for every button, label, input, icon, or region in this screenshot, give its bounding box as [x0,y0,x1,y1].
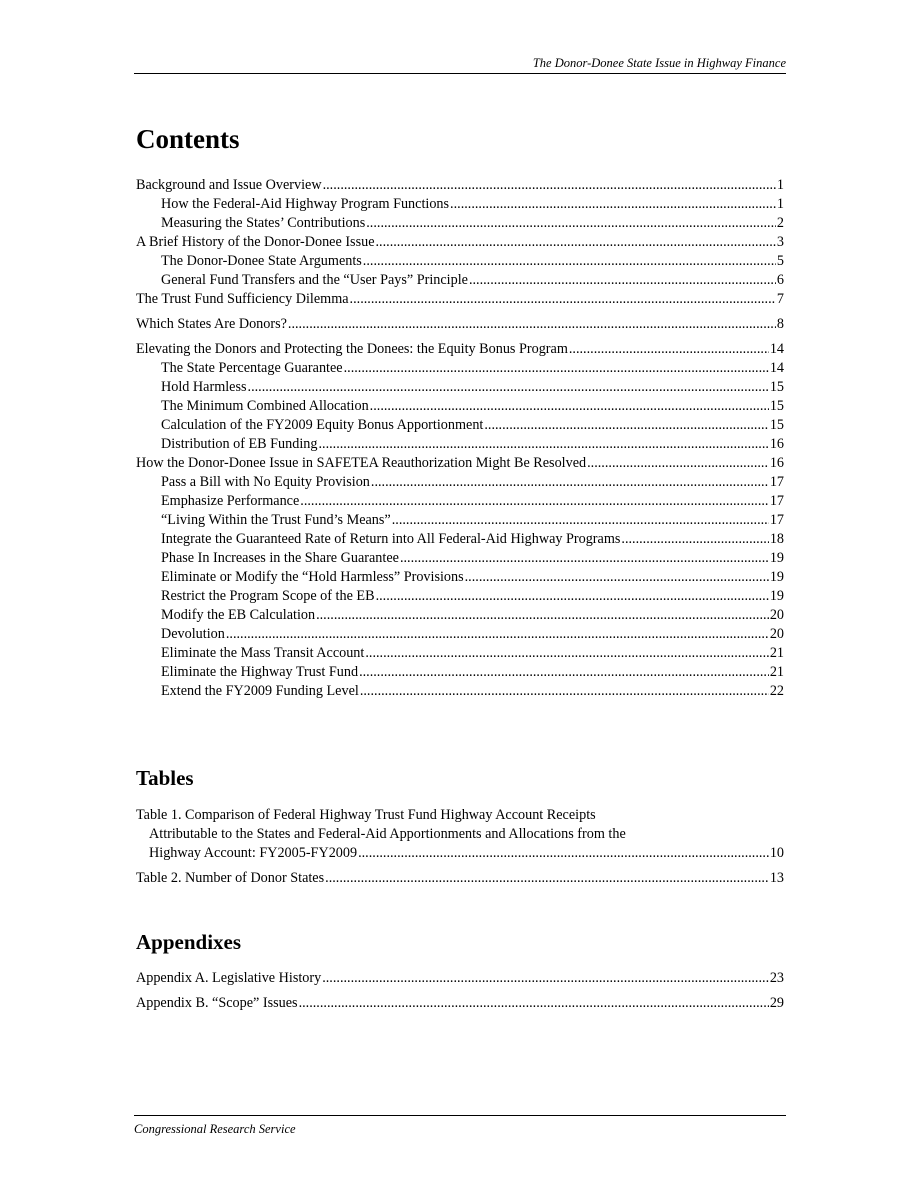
appendixes-heading: Appendixes [136,930,242,954]
footer-text: Congressional Research Service [134,1122,296,1136]
toc-entry[interactable]: How the Donor-Donee Issue in SAFETEA Reauthorization Might Be Resolved ..... 16 [136,454,784,473]
appendixes-list [136,969,784,1013]
table-entry[interactable]: Table 1. Comparison of Federal Highway Trust Fund Highway Account Receipts Attributable to the States and Federal-Aid Apportionments and Allocations from the Highway Account: FY2005-FY2009 ..... 10 [136,806,784,863]
toc-entry[interactable]: How the Federal-Aid Highway Program Functions ..... 1 [136,195,784,214]
toc-entry[interactable]: “Living Within the Trust Fund’s Means” ..... 17 [136,511,784,530]
page-footer [134,1115,786,1137]
toc-entry[interactable]: Emphasize Performance ..... 17 [136,492,784,511]
running-header [134,56,786,74]
toc-entry[interactable]: Elevating the Donors and Protecting the Donees: the Equity Bonus Program ..... 14 [136,340,784,359]
running-title: The Donor-Donee State Issue in Highway Finance [532,56,786,70]
toc-entry[interactable]: Background and Issue Overview ..... 1 [136,176,784,195]
toc-entry[interactable]: Measuring the States’ Contributions ..... 2 [136,214,784,233]
appendix-entry[interactable]: Appendix B. “Scope” Issues ..... 29 [136,994,784,1013]
contents-list [136,176,784,701]
toc-entry[interactable]: Modify the EB Calculation ..... 20 [136,606,784,625]
toc-entry[interactable]: The Minimum Combined Allocation ..... 15 [136,397,784,416]
toc-entry[interactable]: Hold Harmless ..... 15 [136,378,784,397]
toc-entry[interactable]: Integrate the Guaranteed Rate of Return into All Federal-Aid Highway Programs ..... 18 [136,530,784,549]
toc-entry[interactable]: Eliminate the Mass Transit Account ..... 21 [136,644,784,663]
toc-entry[interactable]: The Trust Fund Sufficiency Dilemma ..... 7 [136,290,784,309]
toc-entry[interactable]: Distribution of EB Funding ..... 16 [136,435,784,454]
toc-entry[interactable]: General Fund Transfers and the “User Pays” Principle ..... 6 [136,271,784,290]
appendix-entry[interactable]: Appendix A. Legislative History ..... 23 [136,969,784,988]
toc-entry[interactable]: Eliminate or Modify the “Hold Harmless” Provisions ..... 19 [136,568,784,587]
table-entry[interactable]: Table 2. Number of Donor States ..... 13 [136,869,784,888]
contents-heading: Contents [136,124,240,154]
toc-entry[interactable]: Devolution ..... 20 [136,625,784,644]
toc-entry[interactable]: Extend the FY2009 Funding Level ..... 22 [136,682,784,701]
tables-list [136,806,784,888]
toc-entry[interactable]: The State Percentage Guarantee ..... 14 [136,359,784,378]
tables-heading: Tables [136,766,194,790]
toc-entry[interactable]: A Brief History of the Donor-Donee Issue ..... 3 [136,233,784,252]
toc-entry[interactable]: Restrict the Program Scope of the EB ..... 19 [136,587,784,606]
toc-entry[interactable]: Which States Are Donors? ..... 8 [136,315,784,334]
toc-entry[interactable]: Pass a Bill with No Equity Provision ..... 17 [136,473,784,492]
toc-entry[interactable]: Eliminate the Highway Trust Fund ..... 21 [136,663,784,682]
toc-entry[interactable]: The Donor-Donee State Arguments ..... 5 [136,252,784,271]
toc-entry[interactable]: Phase In Increases in the Share Guarantee ..... 19 [136,549,784,568]
toc-entry[interactable]: Calculation of the FY2009 Equity Bonus Apportionment ..... 15 [136,416,784,435]
